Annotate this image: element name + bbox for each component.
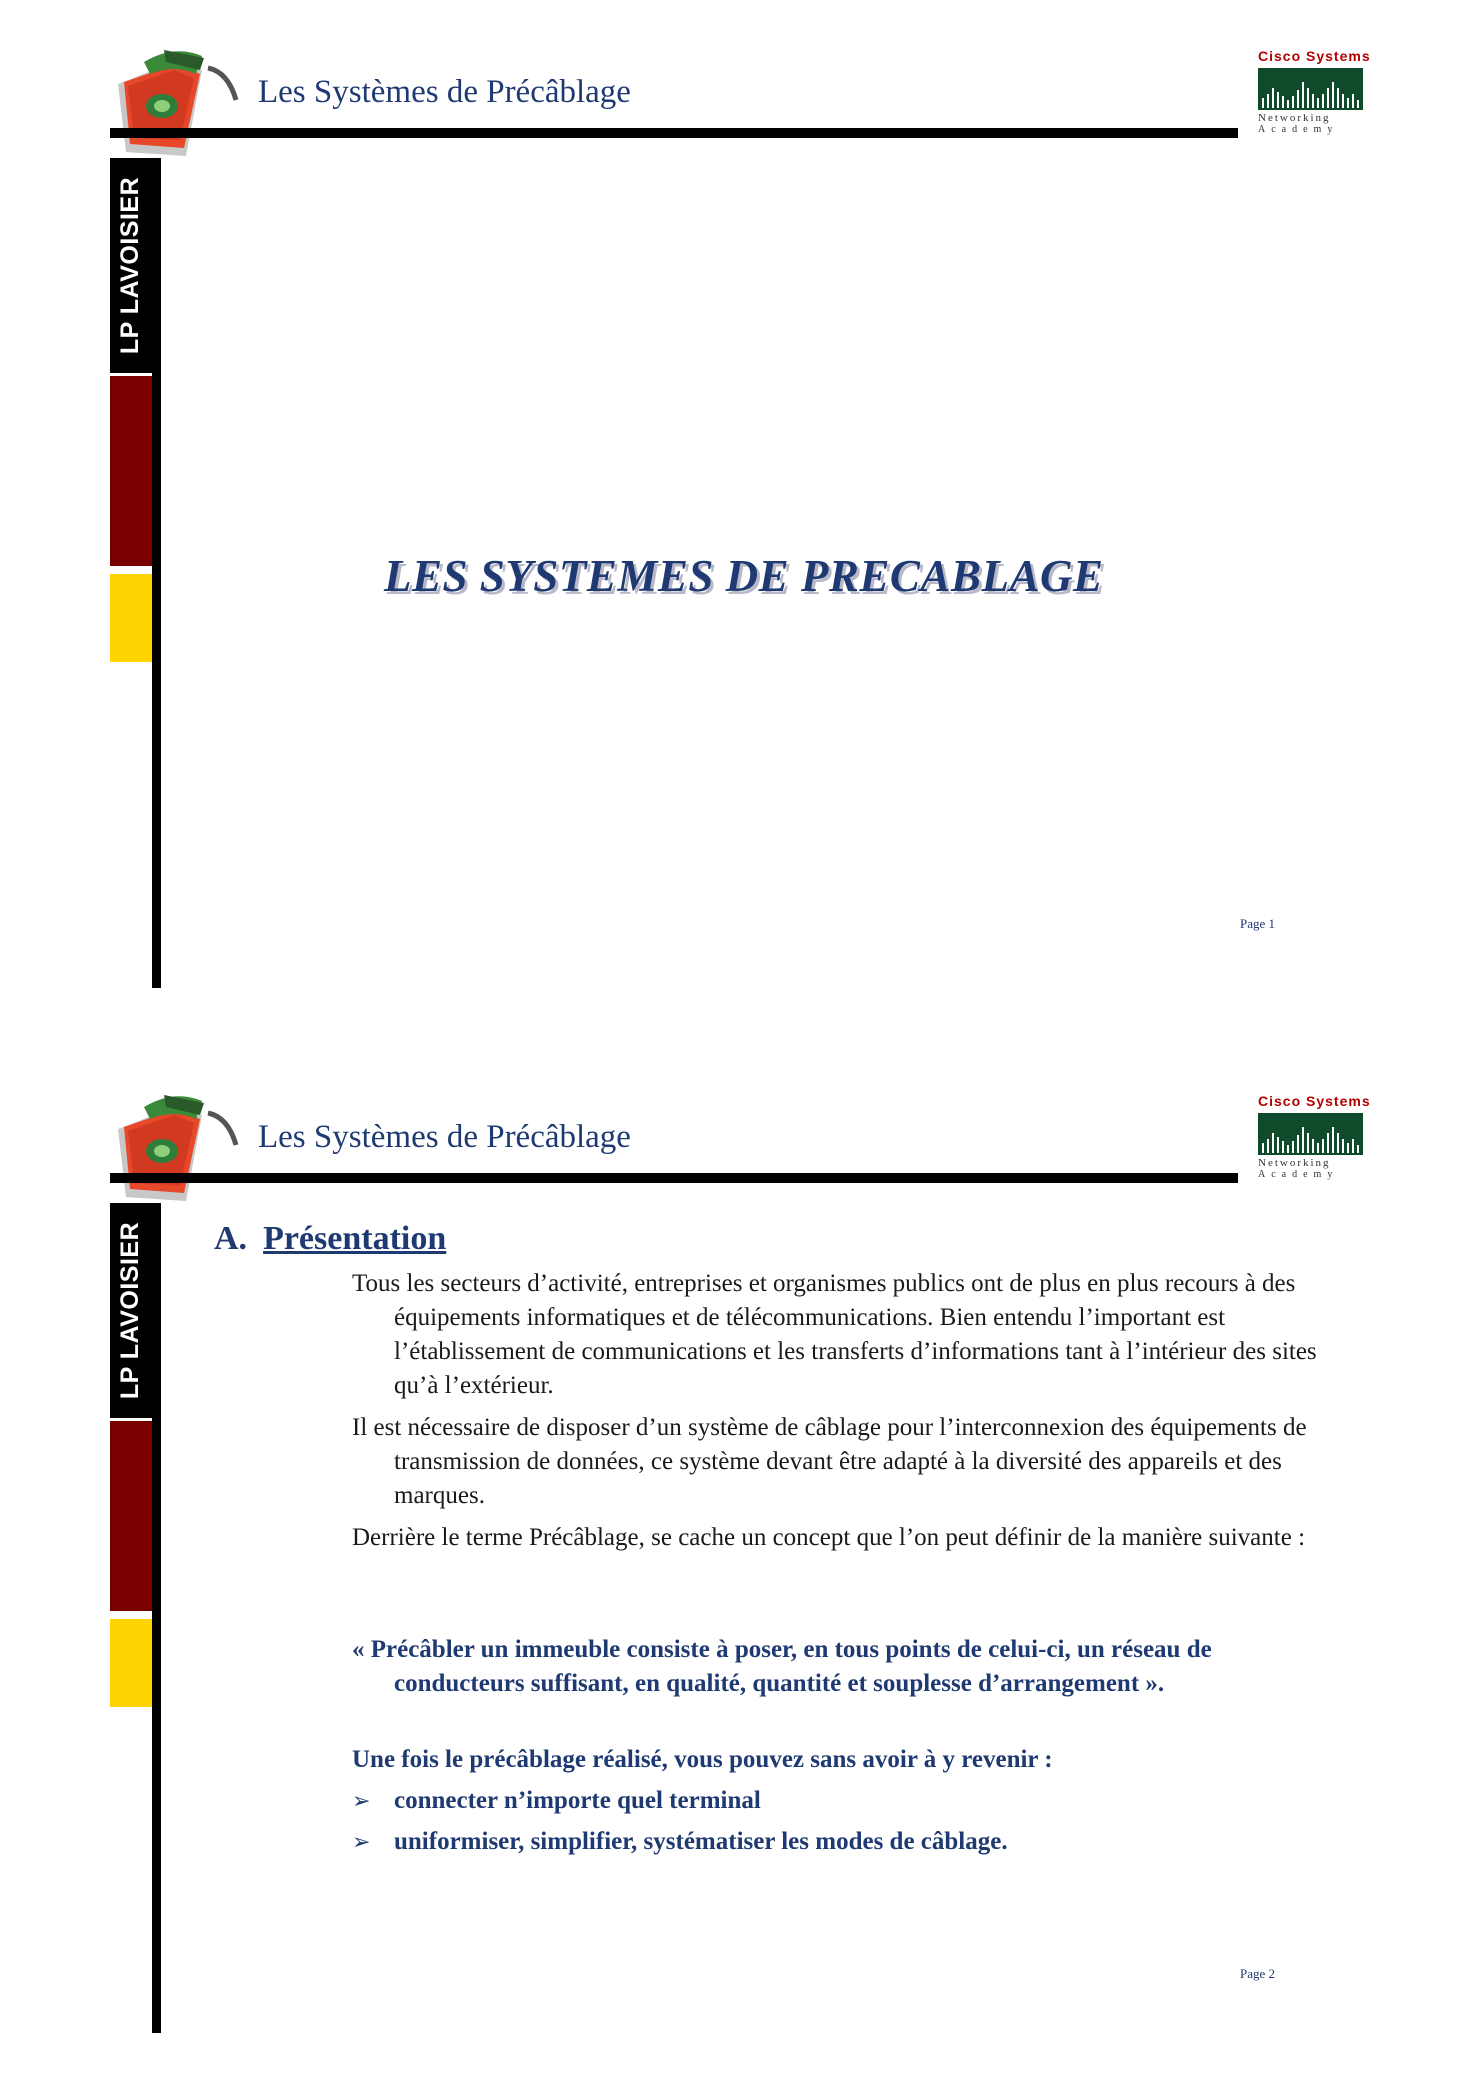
header-title: Les Systèmes de Précâblage [258,1119,631,1155]
cisco-networking-label: Networking [1258,112,1331,124]
slide-1 [0,0,1471,1040]
slide-2 [0,1045,1471,2085]
paragraph: Derrière le terme Précâblage, se cache un concept que l’on peut définir de la manière suivante : [352,1524,1306,1551]
cisco-academy-logo [1258,48,1378,135]
cisco-networking-label: Networking [1258,1157,1331,1169]
cisco-academy-logo [1258,1093,1378,1180]
cisco-brand: Cisco Systems [1258,48,1371,64]
paragraph: Tous les secteurs d’activité, entreprises et organismes publics ont de plus en plus recours à des équipements informatiques et de télécommunications. Bien entendu l’important est l’établissement de communications et les transferts d’informations tant à l’intérieur des sites qu’à l’extérieur. [352,1270,1317,1399]
list-item [352,1784,761,1819]
arrow-bullet-icon: ➢ [352,1789,371,1814]
definition-quote: « Précâbler un immeuble consiste à poser, en tous points de celui-ci, un réseau de conducteurs suffisant, en qualité, quantité et souplesse d’arrangement ». [352,1636,1212,1697]
cisco-bridge-icon [1258,68,1363,110]
side-label: LP LAVOISIER [116,1221,145,1400]
bullet-intro: Une fois le précâblage réalisé, vous pouvez sans avoir à y revenir : [352,1746,1053,1773]
cisco-bridge-icon [1258,1113,1363,1155]
cisco-academy-label: Academy [1258,124,1339,135]
section-title: Présentation [263,1220,447,1257]
section-heading [214,1220,446,1258]
slide-title: LES SYSTEMES DE PRECABLAGE [384,551,1104,601]
list-item-text: uniformiser, simplifier, systématiser les modes de câblage. [394,1828,1008,1855]
page-number: Page 2 [1240,1966,1276,1981]
page-number: Page 1 [1240,916,1276,931]
header-rule [110,128,1238,138]
list-item-text: connecter n’importe quel terminal [394,1787,761,1814]
arrow-bullet-icon: ➢ [352,1830,371,1855]
side-label: LP LAVOISIER [116,176,145,355]
paragraph: Il est nécessaire de disposer d’un système de câblage pour l’interconnexion des équipements de transmission de données, ce système devant être adapté à la diversité des appareils et des marques. [352,1414,1307,1509]
list-item [352,1825,1008,1860]
lp-lavoisier-logo [104,44,244,160]
lp-lavoisier-logo [104,1089,244,1205]
header-title: Les Systèmes de Précâblage [258,74,631,110]
section-number: A. [214,1220,248,1257]
cisco-academy-label: Academy [1258,1169,1339,1180]
cisco-brand: Cisco Systems [1258,1093,1371,1109]
header-rule [110,1173,1238,1183]
